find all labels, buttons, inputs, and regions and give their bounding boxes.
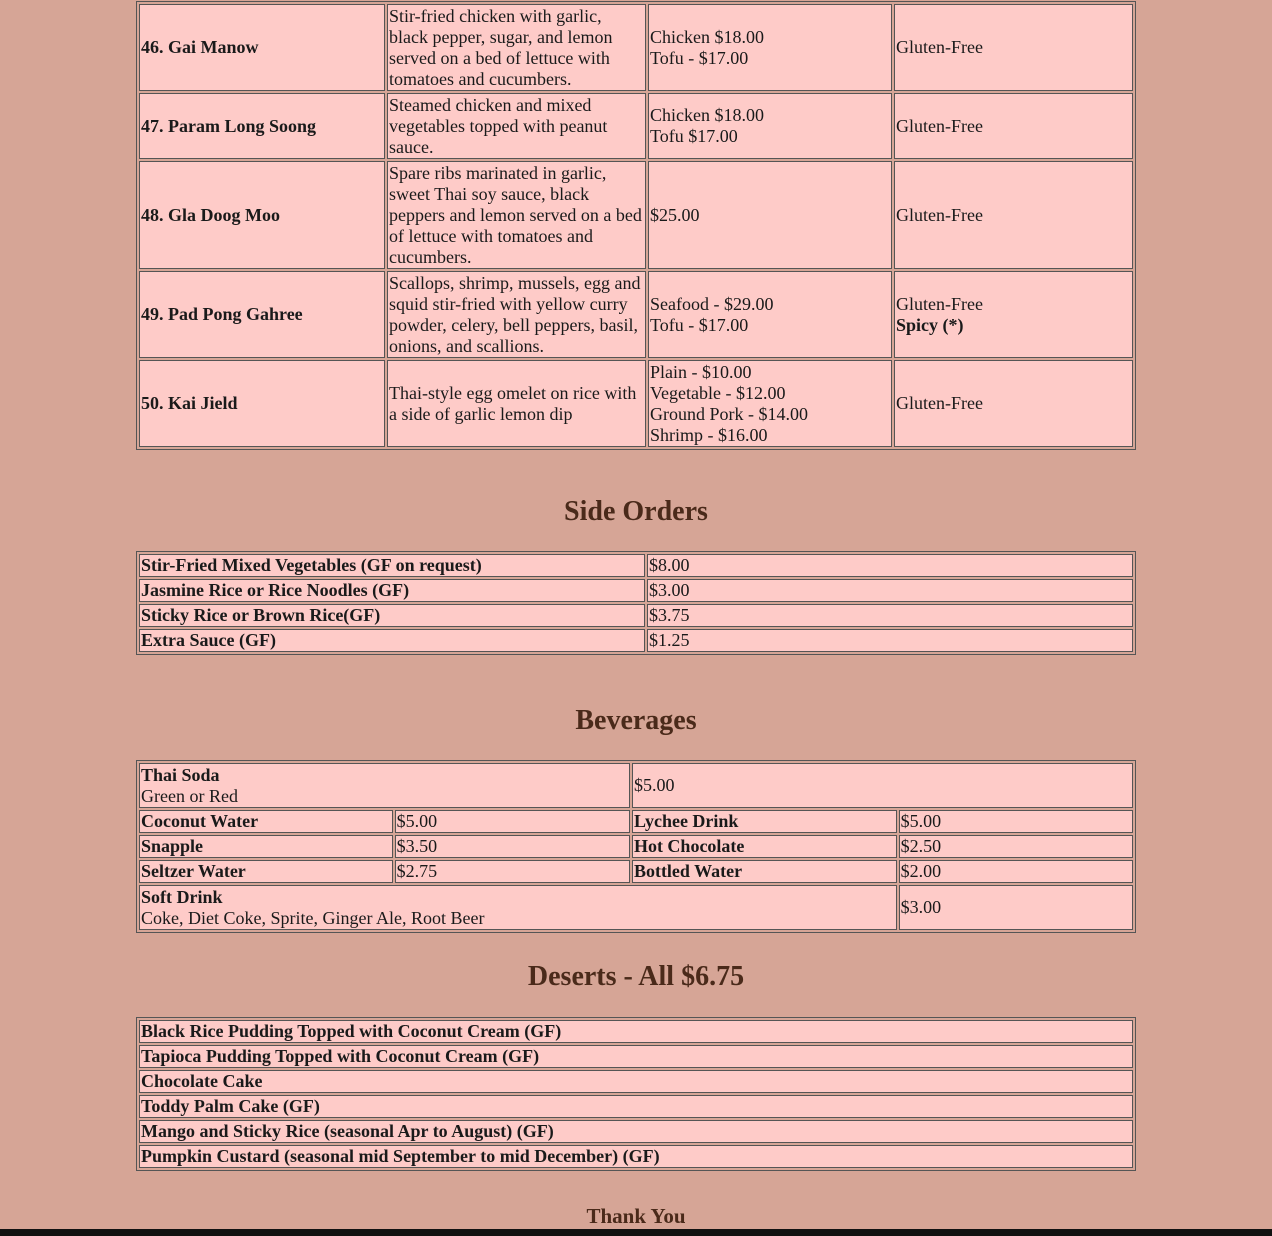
- table-row: [139, 860, 1133, 883]
- desserts-table: [136, 1017, 1136, 1171]
- beverage-name: Thai Soda: [141, 764, 220, 785]
- table-row: [139, 604, 1133, 627]
- dessert-item: Mango and Sticky Rice (seasonal Apr to August) (GF): [139, 1120, 1133, 1143]
- table-row: [139, 554, 1133, 577]
- entrees-section: [136, 1, 1136, 450]
- table-row: [139, 4, 1133, 91]
- side-orders-section: [136, 551, 1136, 655]
- beverage-price: $5.00: [395, 810, 630, 833]
- beverage-price: $3.00: [899, 885, 1133, 930]
- side-orders-heading: Side Orders: [564, 496, 708, 527]
- dish-tags: [894, 93, 1133, 159]
- price-line: Chicken $18.00: [650, 105, 764, 125]
- dessert-item: Toddy Palm Cake (GF): [139, 1095, 1133, 1118]
- table-row: [139, 1045, 1133, 1068]
- price-line: Vegetable - $12.00: [650, 382, 786, 403]
- beverage-name: Seltzer Water: [139, 860, 393, 883]
- side-item-name: Stir-Fried Mixed Vegetables (GF on request): [139, 554, 645, 577]
- dish-prices: [648, 93, 892, 159]
- beverage-price: $2.50: [899, 835, 1133, 858]
- dish-tags: [894, 360, 1133, 447]
- table-row: [139, 835, 1133, 858]
- soft-drink-cell: [139, 885, 897, 930]
- table-row: [139, 1070, 1133, 1093]
- dish-tags: [894, 271, 1133, 358]
- beverage-name: Lychee Drink: [632, 810, 897, 833]
- price-line: Tofu $17.00: [650, 126, 738, 146]
- price-line: Plain - $10.00: [650, 361, 752, 382]
- dessert-item: Black Rice Pudding Topped with Coconut Cream (GF): [139, 1020, 1133, 1043]
- side-item-name: Extra Sauce (GF): [139, 629, 645, 652]
- beverage-price: $3.50: [395, 835, 630, 858]
- beverage-price: $2.75: [395, 860, 630, 883]
- beverage-subtitle: Green or Red: [141, 785, 238, 806]
- beverage-subtitle: Coke, Diet Coke, Sprite, Ginger Ale, Root Beer: [141, 907, 485, 928]
- price-line: Tofu - $17.00: [650, 47, 749, 68]
- dish-name: 50. Kai Jield: [139, 360, 385, 447]
- spicy-tag: Spicy (*): [896, 314, 964, 335]
- side-item-name: Sticky Rice or Brown Rice(GF): [139, 604, 645, 627]
- table-row: [139, 161, 1133, 269]
- table-row: [139, 1145, 1133, 1168]
- entrees-table: [136, 1, 1136, 450]
- dish-name: 48. Gla Doog Moo: [139, 161, 385, 269]
- beverage-price: $5.00: [899, 810, 1133, 833]
- beverage-name: Coconut Water: [139, 810, 393, 833]
- gluten-free-tag: Gluten-Free: [896, 393, 983, 413]
- side-item-price: $3.75: [647, 604, 1133, 627]
- beverages-section: [136, 760, 1136, 933]
- table-row: [139, 629, 1133, 652]
- bottom-bar: [0, 1229, 1272, 1236]
- table-row: [139, 1120, 1133, 1143]
- side-item-price: $3.00: [647, 579, 1133, 602]
- dish-description: Scallops, shrimp, mussels, egg and squid stir-fried with yellow curry powder, celery, bell peppers, basil, onions, and scallions.: [387, 271, 646, 358]
- price-line: $25.00: [650, 204, 700, 225]
- beverages-heading: Beverages: [575, 705, 697, 736]
- gluten-free-tag: Gluten-Free: [896, 37, 983, 57]
- beverage-name: Hot Chocolate: [632, 835, 897, 858]
- dish-description: Spare ribs marinated in garlic, sweet Thai soy sauce, black peppers and lemon served on a bed of lettuce with tomatoes and cucumbers.: [387, 161, 646, 269]
- dish-tags: [894, 161, 1133, 269]
- price-line: Ground Pork - $14.00: [650, 403, 808, 424]
- price-line: Seafood - $29.00: [650, 293, 774, 314]
- dish-prices: [648, 271, 892, 358]
- table-row: [139, 579, 1133, 602]
- beverage-name: Snapple: [139, 835, 393, 858]
- table-row: [139, 93, 1133, 159]
- beverage-price: $5.00: [632, 763, 1133, 808]
- table-row: [139, 1095, 1133, 1118]
- table-row: [139, 1020, 1133, 1043]
- dish-name: 47. Param Long Soong: [139, 93, 385, 159]
- side-orders-table: [136, 551, 1136, 655]
- thai-soda-cell: [139, 763, 630, 808]
- gluten-free-tag: Gluten-Free: [896, 204, 983, 225]
- gluten-free-tag: Gluten-Free: [896, 293, 983, 314]
- dessert-item: Pumpkin Custard (seasonal mid September to mid December) (GF): [139, 1145, 1133, 1168]
- beverages-table: [136, 760, 1136, 933]
- table-row: [139, 271, 1133, 358]
- dish-name: 46. Gai Manow: [139, 4, 385, 91]
- beverage-name: Soft Drink: [141, 886, 223, 907]
- price-line: Tofu - $17.00: [650, 314, 749, 335]
- side-item-price: $8.00: [647, 554, 1133, 577]
- dish-description: Stir-fried chicken with garlic, black pepper, sugar, and lemon served on a bed of lettuce with tomatoes and cucumbers.: [387, 4, 646, 91]
- desserts-section: [136, 1017, 1136, 1171]
- dish-name: 49. Pad Pong Gahree: [139, 271, 385, 358]
- price-line: Chicken $18.00: [650, 26, 764, 47]
- table-row: [139, 810, 1133, 833]
- side-item-price: $1.25: [647, 629, 1133, 652]
- price-line: Shrimp - $16.00: [650, 424, 768, 445]
- thank-you-text: Thank You: [586, 1204, 686, 1228]
- dish-prices: [648, 4, 892, 91]
- dish-tags: [894, 4, 1133, 91]
- beverage-name: Bottled Water: [632, 860, 897, 883]
- beverage-price: $2.00: [899, 860, 1133, 883]
- table-row: [139, 360, 1133, 447]
- dish-prices: [648, 360, 892, 447]
- dish-description: Steamed chicken and mixed vegetables topped with peanut sauce.: [387, 93, 646, 159]
- side-item-name: Jasmine Rice or Rice Noodles (GF): [139, 579, 645, 602]
- gluten-free-tag: Gluten-Free: [896, 115, 983, 136]
- dessert-item: Tapioca Pudding Topped with Coconut Cream (GF): [139, 1045, 1133, 1068]
- table-row: [139, 885, 1133, 930]
- table-row: [139, 763, 1133, 808]
- dish-description: Thai-style egg omelet on rice with a side of garlic lemon dip: [387, 360, 646, 447]
- dessert-item: Chocolate Cake: [139, 1070, 1133, 1093]
- desserts-heading: Deserts - All $6.75: [527, 961, 745, 992]
- dish-prices: [648, 161, 892, 269]
